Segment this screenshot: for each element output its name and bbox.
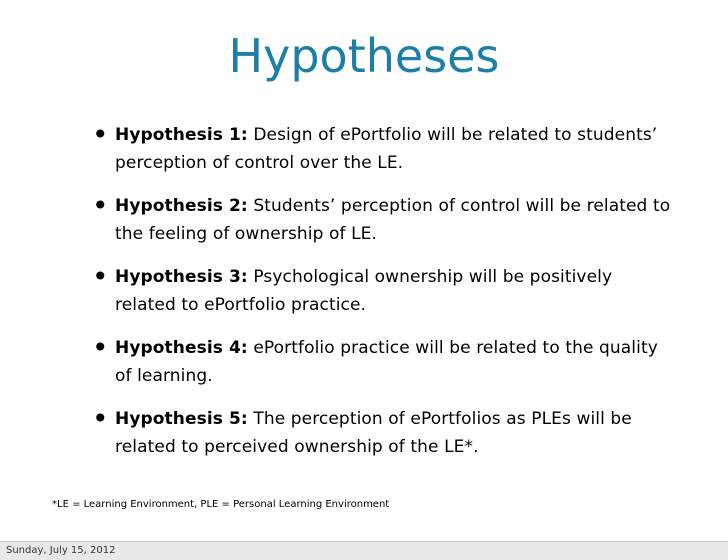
bullet-icon: •	[92, 402, 109, 435]
footnote: *LE = Learning Environment, PLE = Personal Learning Environment	[52, 499, 390, 510]
hypothesis-label: Hypothesis 5:	[115, 409, 248, 429]
hypothesis-text	[115, 263, 675, 319]
hypothesis-item-4	[0, 331, 728, 402]
hypothesis-body: Students’ perception of control will be related to the feeling of ownership of LE.	[115, 196, 671, 244]
hypothesis-body: The perception of ePortfolios as PLEs will be related to perceived ownership of the LE*.	[115, 409, 632, 457]
hypothesis-item-3	[0, 260, 728, 331]
hypothesis-body: ePortfolio practice will be related to the quality of learning.	[115, 338, 658, 386]
hypothesis-text	[115, 405, 675, 461]
hypothesis-body: Psychological ownership will be positively related to ePortfolio practice.	[115, 267, 613, 315]
hypothesis-text	[115, 121, 675, 177]
hypothesis-label: Hypothesis 2:	[115, 196, 248, 216]
hypothesis-text	[115, 192, 675, 248]
bullet-icon: •	[92, 189, 109, 222]
hypothesis-item-5	[0, 402, 728, 473]
date-footer-bar	[0, 541, 728, 560]
hypothesis-label: Hypothesis 3:	[115, 267, 248, 287]
hypothesis-label: Hypothesis 1:	[115, 125, 248, 145]
hypothesis-body: Design of ePortfolio will be related to students’ perception of control over the LE.	[115, 125, 658, 173]
bullet-icon: •	[92, 331, 109, 364]
hypothesis-item-1	[0, 118, 728, 189]
hypothesis-text	[115, 334, 675, 390]
hypothesis-item-2	[0, 189, 728, 260]
date-label: Sunday, July 15, 2012	[6, 545, 116, 556]
bullet-icon: •	[92, 118, 109, 151]
hypothesis-label: Hypothesis 4:	[115, 338, 248, 358]
slide-title: Hypotheses	[228, 29, 500, 83]
hypotheses-list	[0, 118, 728, 473]
bullet-icon: •	[92, 260, 109, 293]
